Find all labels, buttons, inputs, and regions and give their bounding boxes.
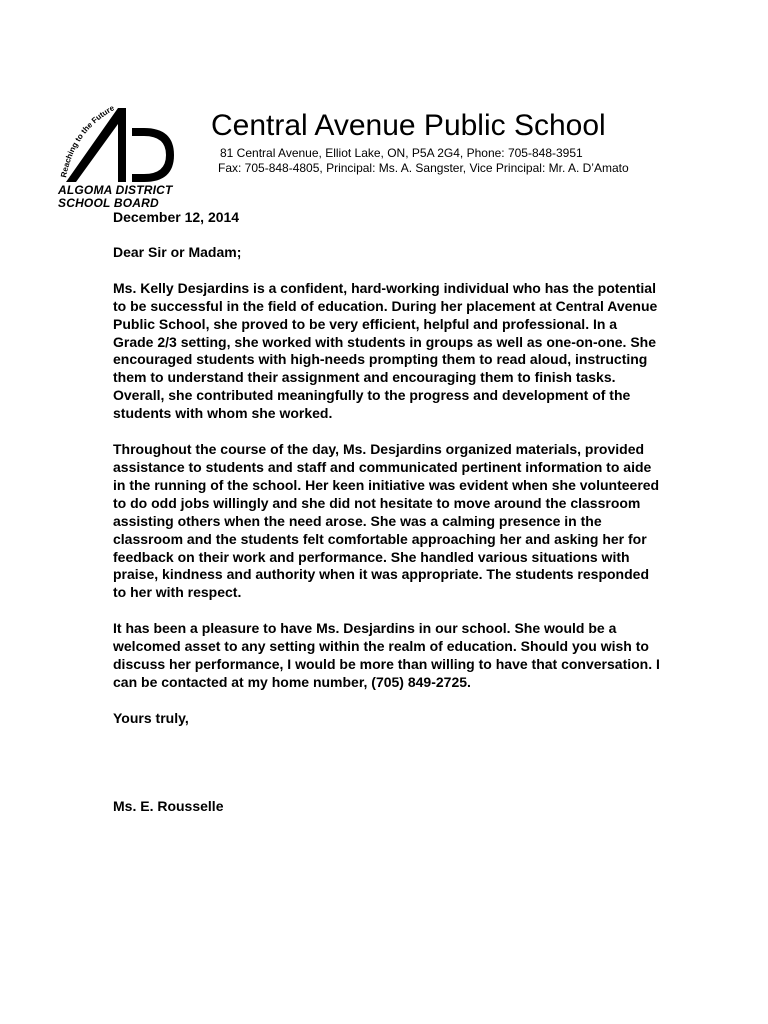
letter-paragraph-3: It has been a pleasure to have Ms. Desjardins in our school. She would be a welcomed asset to any setting within the realm of education. Should you wish to discuss her performance, I would be more than willing to have that conversation. I can be contacted at my home number, (705) 849-2725. [113, 620, 660, 690]
letter-salutation: Dear Sir or Madam; [113, 243, 242, 260]
svg-text:Reaching to the Future: Reaching to the Future [59, 103, 116, 179]
letter-body [113, 209, 661, 814]
letter-paragraph-1: Ms. Kelly Desjardins is a confident, hard-working individual who has the potential to be successful in the field of education. During her placement at Central Avenue Public School, she proved to be very efficient, helpful and professional. In a Grade 2/3 setting, she worked with students in groups as well as one-on-one. She encouraged students with high-needs prompting them to read aloud, instructing them to understand their assignment and encouraging them to finish tasks. Overall, she contributed meaningfully to the progress and development of the students with whom she worked. [113, 279, 658, 422]
letter-signature: Ms. E. Rousselle [113, 798, 224, 814]
logo-board-line2: SCHOOL BOARD [58, 196, 159, 210]
logo-board-line1: ALGOMA DISTRICT [58, 183, 173, 197]
school-address-phone: 81 Central Avenue, Elliot Lake, ON, P5A 2G4, Phone: 705-848-3951 [220, 146, 583, 160]
letter-date: December 12, 2014 [113, 209, 240, 225]
school-board-logo [52, 102, 180, 210]
school-name-title: Central Avenue Public School [211, 109, 606, 142]
letter-paragraph-2: Throughout the course of the day, Ms. Desjardins organized materials, provided assistance to students and staff and communicated pertinent information to aide in the running of the school. Her keen initiative was evident when she volunteered to do odd jobs willingly and she did not hesitate to move around the classroom assisting others when the need arose. She was a calming presence in the classroom and the students felt comfortable approaching her and asking her for feedback on their work and performance. She handled various situations with praise, kindness and authority when it was appropriate. The students responded to her with respect. [113, 441, 660, 601]
school-fax-staff: Fax: 705-848-4805, Principal: Ms. A. Sangster, Vice Principal: Mr. A. D’Amato [218, 161, 629, 175]
algoma-district-school-board-logo-icon [52, 102, 180, 186]
letter-closing: Yours truly, [113, 709, 189, 726]
